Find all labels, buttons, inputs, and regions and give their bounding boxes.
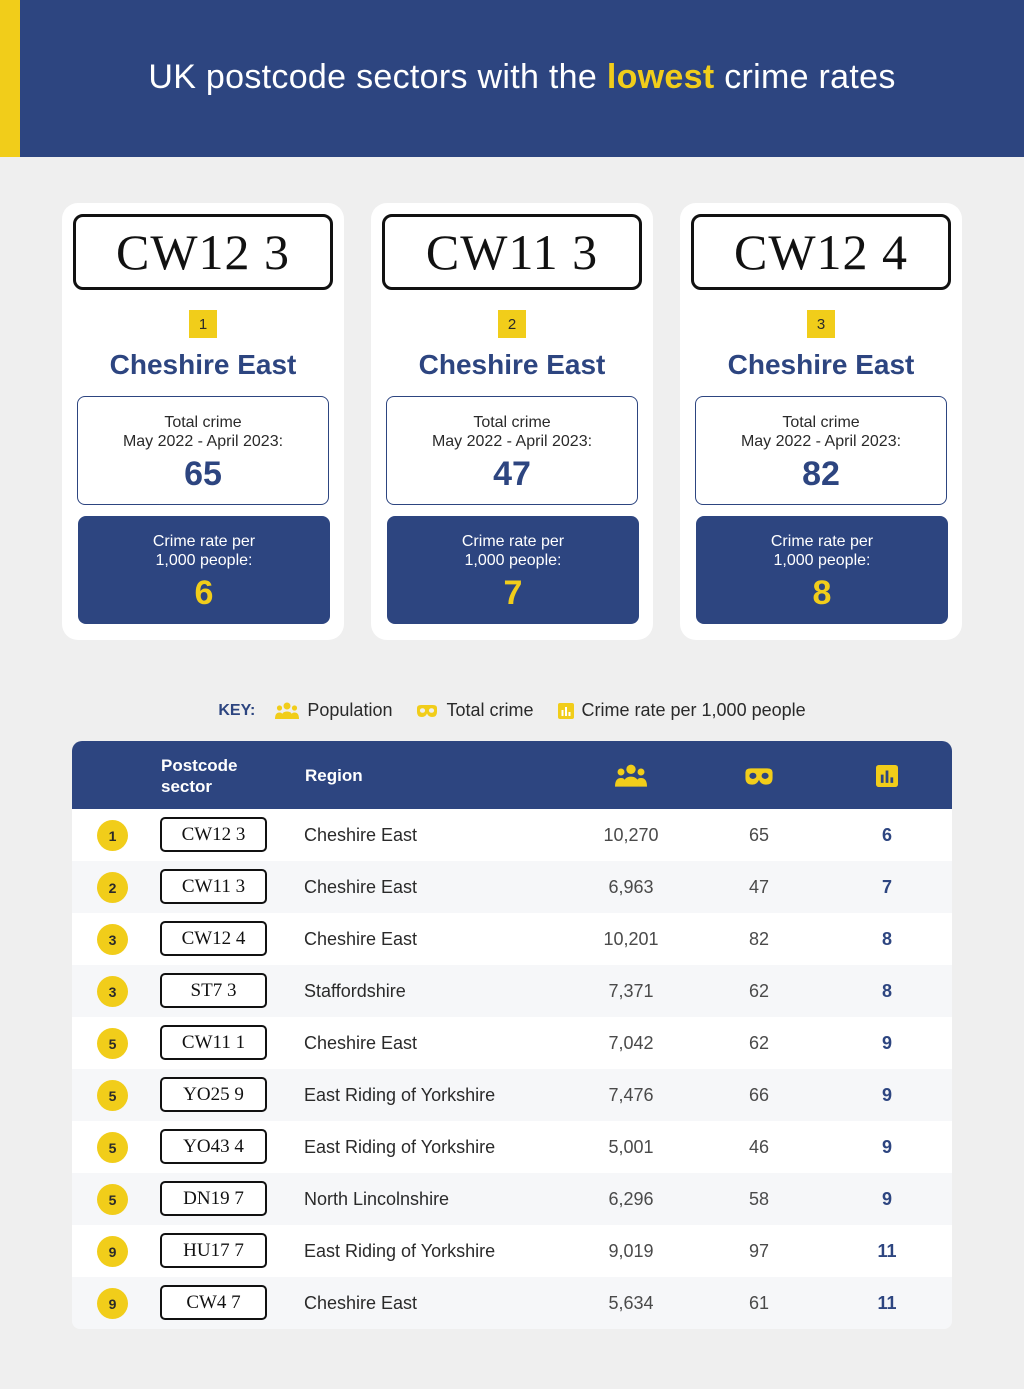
total-crime-box — [386, 396, 638, 505]
table-row — [72, 1225, 952, 1277]
crime-rate-cell: 8 — [881, 928, 892, 949]
population-cell: 5,001 — [608, 1136, 654, 1157]
rank-badge: 5 — [97, 1132, 128, 1163]
postcode-plate: DN19 7 — [160, 1181, 267, 1216]
title-text-end: crime rates — [714, 58, 896, 96]
table-row — [72, 861, 952, 913]
population-cell: 5,634 — [608, 1292, 654, 1313]
crime-rate-table — [72, 741, 952, 1329]
total-label-line2: May 2022 - April 2023: — [431, 433, 593, 450]
total-crime-label — [696, 413, 946, 451]
top-card-2 — [371, 203, 653, 640]
rate-label-line1: Crime rate per — [770, 533, 874, 550]
total-label-line2: May 2022 - April 2023: — [122, 433, 284, 450]
total-crime-cell: 65 — [748, 824, 770, 845]
crime-rate-box — [78, 516, 330, 624]
total-crime-value: 82 — [802, 455, 840, 493]
population-cell: 6,963 — [608, 876, 654, 897]
total-crime-cell: 62 — [748, 1032, 770, 1053]
header-total-crime-icon-cell — [744, 767, 774, 791]
crime-rate-label — [387, 532, 639, 570]
total-label-line1: Total crime — [164, 414, 242, 431]
table-header — [72, 741, 952, 809]
postcode-plate: CW11 1 — [160, 1025, 267, 1060]
total-crime-label — [78, 413, 328, 451]
rate-label-line2: 1,000 people: — [464, 552, 562, 569]
key-title: KEY: — [218, 701, 256, 719]
table-row — [72, 1069, 952, 1121]
population-cell: 6,296 — [608, 1188, 654, 1209]
population-cell: 10,201 — [603, 928, 659, 949]
postcode-plate: ST7 3 — [160, 973, 267, 1008]
postcode-plate: CW4 7 — [160, 1285, 267, 1320]
rank-badge: 3 — [97, 976, 128, 1007]
mask-icon — [744, 767, 774, 786]
header-banner — [0, 0, 1024, 157]
region-cell: Staffordshire — [304, 980, 406, 1001]
crime-rate-value: 8 — [812, 574, 832, 612]
key-item-crime-rate — [558, 700, 806, 721]
region-cell: Cheshire East — [304, 1292, 418, 1313]
total-label-line1: Total crime — [782, 414, 860, 431]
license-plate: CW12 4 — [691, 214, 951, 290]
rate-label-line2: 1,000 people: — [773, 552, 871, 569]
key-label: Total crime — [446, 700, 534, 720]
top-card-3 — [680, 203, 962, 640]
total-crime-cell: 58 — [748, 1188, 770, 1209]
total-crime-cell: 97 — [748, 1240, 770, 1261]
crime-rate-cell: 9 — [881, 1084, 892, 1105]
crime-rate-cell: 11 — [877, 1292, 897, 1313]
crime-rate-box — [387, 516, 639, 624]
key-label: Crime rate per 1,000 people — [581, 700, 806, 720]
rank-badge: 2 — [97, 872, 128, 903]
table-row — [72, 1173, 952, 1225]
legend-key — [0, 700, 1024, 721]
crime-rate-cell: 9 — [881, 1188, 892, 1209]
crime-rate-box — [696, 516, 948, 624]
total-crime-cell: 47 — [748, 876, 770, 897]
top-card-1 — [62, 203, 344, 640]
region-cell: North Lincolnshire — [304, 1188, 450, 1209]
total-label-line2: May 2022 - April 2023: — [740, 433, 902, 450]
total-crime-value: 47 — [493, 455, 531, 493]
card-region: Cheshire East — [418, 349, 606, 380]
region-cell: Cheshire East — [304, 876, 418, 897]
card-region: Cheshire East — [109, 349, 297, 380]
total-crime-cell: 82 — [748, 928, 770, 949]
rank-badge: 3 — [807, 310, 835, 338]
postcode-plate: CW11 3 — [160, 869, 267, 904]
rank-badge: 9 — [97, 1236, 128, 1267]
title-text-start: UK postcode sectors with the — [148, 58, 607, 96]
key-label: Population — [307, 700, 393, 720]
population-cell: 7,371 — [608, 980, 654, 1001]
table-row — [72, 1121, 952, 1173]
bar-chart-icon — [558, 703, 574, 719]
rank-badge: 5 — [97, 1184, 128, 1215]
table-body — [72, 809, 952, 1329]
table-row — [72, 809, 952, 861]
rate-label-line2: 1,000 people: — [155, 552, 253, 569]
crime-rate-label — [78, 532, 330, 570]
table-row — [72, 1017, 952, 1069]
total-crime-cell: 46 — [748, 1136, 770, 1157]
table-row — [72, 1277, 952, 1329]
region-cell: East Riding of Yorkshire — [304, 1136, 496, 1157]
crime-rate-value: 7 — [503, 574, 523, 612]
rate-label-line1: Crime rate per — [152, 533, 256, 550]
population-cell: 9,019 — [608, 1240, 654, 1261]
header-population-icon-cell — [615, 764, 647, 793]
postcode-plate: CW12 3 — [160, 817, 267, 852]
rank-badge: 2 — [498, 310, 526, 338]
crime-rate-cell: 6 — [881, 824, 892, 845]
rank-badge: 3 — [97, 924, 128, 955]
mask-icon — [416, 704, 438, 718]
population-icon — [615, 764, 647, 788]
population-cell: 7,042 — [608, 1032, 654, 1053]
crime-rate-cell: 9 — [881, 1032, 892, 1053]
postcode-plate: YO43 4 — [160, 1129, 267, 1164]
crime-rate-label — [696, 532, 948, 570]
population-icon — [275, 702, 299, 720]
region-cell: East Riding of Yorkshire — [304, 1240, 496, 1261]
region-cell: Cheshire East — [304, 928, 418, 949]
rank-badge: 1 — [189, 310, 217, 338]
rank-badge: 5 — [97, 1080, 128, 1111]
region-cell: Cheshire East — [304, 824, 418, 845]
total-crime-cell: 66 — [748, 1084, 770, 1105]
key-item-population — [275, 700, 392, 721]
rate-label-line1: Crime rate per — [461, 533, 565, 550]
header-postcode-line2: sector — [161, 777, 213, 796]
total-crime-cell: 62 — [748, 980, 770, 1001]
total-crime-value: 65 — [184, 455, 222, 493]
key-item-total-crime — [416, 700, 533, 721]
rank-badge: 9 — [97, 1288, 128, 1319]
header-postcode-sector — [161, 755, 238, 797]
postcode-plate: YO25 9 — [160, 1077, 267, 1112]
crime-rate-cell: 9 — [881, 1136, 892, 1157]
crime-rate-cell: 11 — [877, 1240, 897, 1261]
total-crime-box — [77, 396, 329, 505]
license-plate: CW11 3 — [382, 214, 642, 290]
total-crime-box — [695, 396, 947, 505]
total-label-line1: Total crime — [473, 414, 551, 431]
rank-badge: 5 — [97, 1028, 128, 1059]
region-cell: East Riding of Yorkshire — [304, 1084, 496, 1105]
population-cell: 7,476 — [608, 1084, 654, 1105]
postcode-plate: CW12 4 — [160, 921, 267, 956]
header-region: Region — [305, 766, 363, 785]
population-cell: 10,270 — [603, 824, 659, 845]
license-plate: CW12 3 — [73, 214, 333, 290]
header-postcode-line1: Postcode — [161, 756, 238, 775]
crime-rate-value: 6 — [194, 574, 214, 612]
crime-rate-cell: 8 — [881, 980, 892, 1001]
table-row — [72, 913, 952, 965]
header-crime-rate-icon-cell — [876, 765, 898, 792]
bar-chart-icon — [876, 765, 898, 787]
postcode-plate: HU17 7 — [160, 1233, 267, 1268]
region-cell: Cheshire East — [304, 1032, 418, 1053]
title-highlight: lowest — [606, 58, 715, 96]
rank-badge: 1 — [97, 820, 128, 851]
table-row — [72, 965, 952, 1017]
total-crime-label — [387, 413, 637, 451]
card-region: Cheshire East — [727, 349, 915, 380]
crime-rate-cell: 7 — [881, 876, 892, 897]
total-crime-cell: 61 — [748, 1292, 770, 1313]
page-title — [0, 58, 1024, 97]
